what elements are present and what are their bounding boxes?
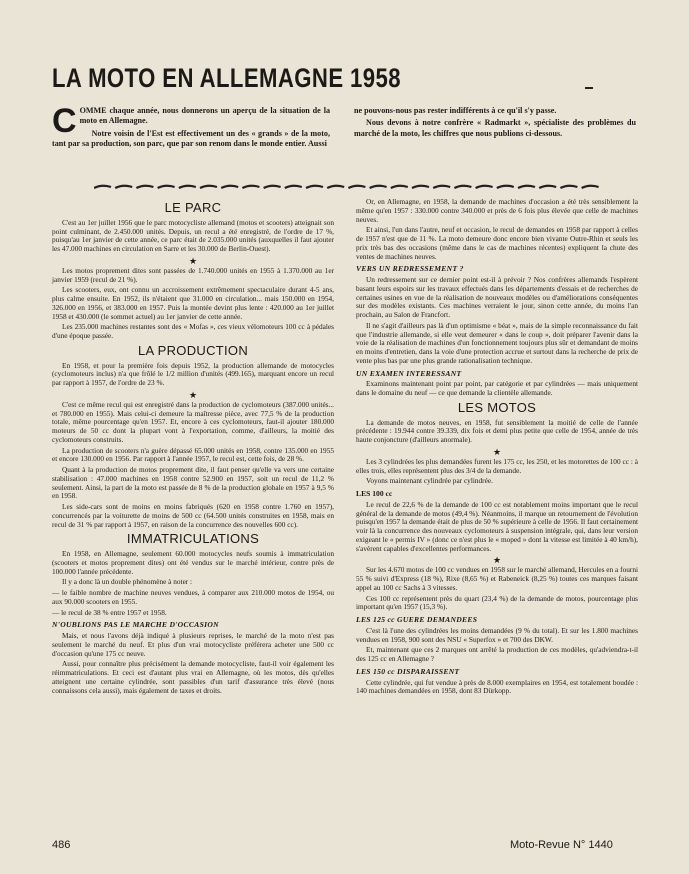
ornament-dash (454, 186, 471, 188)
ornament-dash (285, 186, 302, 188)
ornament-dash (179, 186, 196, 188)
column-left (52, 198, 334, 697)
ornament-dash (348, 186, 365, 188)
ornament-dash (158, 186, 175, 188)
paragraph: Les 235.000 machines restantes sont des « Mofas », ces vieux vélomoteurs 100 cc à pédales d'une époque passée. (52, 322, 334, 340)
paragraph: Mais, et nous l'avons déjà indiqué à plusieurs reprises, le marché de la moto n'est pas seulement le marché du neuf. Et plus d'un vrai motocycliste préférera acheter une 500 cc d'occasion qu'une 175 cc neuve. (52, 631, 334, 658)
paragraph: — le faible nombre de machine neuves vendues, à comparer aux 210.000 motos de 1954, ou aux 90.000 scooters en 1955. (52, 588, 334, 606)
paragraph: Aussi, pour connaître plus précisément la demande motocycliste, faut-il voir également les réimmatriculations. Et ceci est d'autant plus vrai en Allemagne, où les motos, dès qu'elles atteignent une certaine cylindrée, sont passibles d'un tarif d'assurance très élevé (nous connaissons cela aussi), mais également de taxes et droits. (52, 659, 334, 695)
ornament-dash (136, 186, 153, 188)
ornament-dash (327, 186, 344, 188)
subsection-title: N'OUBLIONS PAS LE MARCHE D'OCCASION (52, 620, 219, 630)
paragraph: Examinons maintenant point par point, par catégorie et par cylindrées — mais uniquement dans le domaine du neuf — ce que demande la clientèle allemande. (356, 379, 638, 397)
ornament-dash (200, 186, 217, 188)
intro-left (52, 102, 330, 151)
paragraph: Cette cylindrée, qui fut vendue à près de 8.000 exemplaires en 1954, est totalement boudée : 140 machines demandées en 1958, dont 83 Dürkopp. (356, 677, 638, 696)
paragraph: Or, en Allemagne, en 1958, la demande de machines d'occasion a été très sensiblement la même qu'en 1957 : 330.000 contre 340.000 et près de 6 fois plus élevée que celle de machines neuves. (356, 197, 638, 224)
ornament-dash (115, 186, 132, 188)
paragraph: La production de scooters n'a guère dépassé 65.000 unités en 1958, contre 135.000 en 1955 et encore 130.000 en 1956. Par rapport à l'année 1957, le recul est, cette fois, de 28 %. (52, 445, 334, 464)
star-separator: ★ (492, 555, 502, 566)
drop-cap: C (52, 102, 77, 140)
paragraph: Les side-cars sont de moins en moins fabriqués (620 en 1958 contre 1.760 en 1957), concurrencés par la voiturette de moins de 500 cc (64.500 unités construites en 1958, mais en recul de 31 % par rapport à 1957, en raison de la concurrence des nouvelles 600 cc). (52, 502, 334, 529)
ornament-dash (94, 186, 111, 188)
star-separator: ★ (492, 446, 502, 457)
paragraph: Les 3 cylindrées les plus demandées furent les 175 cc, les 250, et les motorettes de 100 cc : à elles trois, elles représentent plus des 3/4 de la demande. (356, 456, 638, 475)
paragraph: — le recul de 38 % entre 1957 et 1958. (52, 607, 167, 617)
ornament-dash (391, 186, 408, 188)
paragraph: Un redressement sur ce dernier point est-il à prévoir ? Nos confrères allemands l'espèrent basant leurs espoirs sur les travaux effectués dans les départements d'essais et de recherches de certaines usines en vue de la réalisation de nouveaux modèles ou d'améliorations conséquentes sur des modèles existants. Ces machines verraient le jour, sinon cette année, du moins l'an prochain, au Salon de Francfort. (356, 275, 638, 319)
subsection-title: LES 125 cc GUERE DEMANDEES (356, 615, 478, 624)
star-separator: ★ (188, 255, 198, 266)
paragraph: Le recul de 22,6 % de la demande de 100 cc est notablement moins important que le recul général de la demande de motos (49,4 %). Néanmoins, il marque un retournement de l'évolution puisqu'en 1957 la demande était de plus de 50 % supérieure à celle de 1956. Il faut certainement voir là la concurrence des nouveaux cyclomoteurs à suspension intégrale, qui, dans leur version exigeant le « permis IV » (donc ce n'est plus le « moped » dont la vitesse est limitée à 40 km/h), s'avèrent capables d'excellentes performances. (356, 499, 638, 553)
section-title: LE PARC (164, 200, 222, 215)
intro-right (354, 106, 636, 141)
ornament-dash (264, 186, 281, 188)
intro-paragraph: OMME chaque année, nous donnerons un aperçu de la situation de la moto en Allemagne. (79, 106, 330, 126)
star-separator: ★ (188, 389, 198, 400)
subsection-title: VERS UN REDRESSEMENT ? (356, 264, 464, 274)
paragraph: Quant à la production de motos proprement dite, il faut penser qu'elle va vers une certaine stabilisation : 47.000 machines en 1958 contre 52.900 en 1957, soit un recul de 11,2 % seulement. Ainsi, la part de la moto est passée de 8 % de la production globale en 1957 à 9,5 % en 1958. (52, 465, 334, 501)
ornament-dash (412, 186, 429, 188)
magazine-issue: Moto-Revue N° 1440 (510, 839, 613, 851)
subsection-title: LES 150 cc DISPARAISSENT (356, 666, 460, 676)
paragraph: C'est ce même recul qui est enregistré dans la production de cyclomoteurs (387.000 unités... et 780.000 en 1955). Mais celui-ci demeure la maîtresse pièce, avec 77,5 % de la production totale, même pourcentage qu'en 1957. Et, encore à ces cyclomoteurs, faut-il ajouter 180.000 moteurs de 50 cc dont la plupart vont à l'exportation, comme, d'ailleurs, la moitié des cyclomoteurs construits. (52, 399, 334, 444)
ornament-dash (539, 186, 556, 188)
paragraph: Il y a donc là un double phénomène à noter : (62, 577, 193, 587)
ornament-dash (582, 186, 599, 188)
paragraph: La demande de motos neuves, en 1958, fut sensiblement la moitié de celle de l'année précédente : 19.944 contre 39.339, dix fois et demi plus petite que celle de 1954, année de très haute conjoncture (d'ailleurs anormale). (356, 417, 638, 444)
section-title: IMMATRICULATIONS (126, 531, 260, 547)
ornament-dash (221, 186, 238, 188)
ornament-dash (433, 186, 450, 188)
top-mark (585, 87, 593, 89)
paragraph: Il ne s'agit d'ailleurs pas là d'un optimisme « béat », mais de la simple reconnaissance du fait que l'industrie allemande, si elle veut demeurer « dans le coup », doit préparer l'avenir dans la voie de la réalisation de machines d'un fonctionnement toujours plus sûr et demandant de moins en moins d'entretien, dans la voie d'une protection accrue et surtout dans la recherche de prix de vente plus bas par une plus grande rationalisation technique. (356, 320, 638, 365)
ornament-divider (94, 184, 604, 190)
intro-paragraph: Notre voisin de l'Est est effectivement un des « grands » de la moto, tant par sa production, son parc, que par son renom dans le monde entier. Aussi (52, 128, 330, 148)
ornament-dash (518, 186, 535, 188)
ornament-dash (306, 186, 323, 188)
article-title: LA MOTO EN ALLEMAGNE 1958 (52, 63, 401, 93)
section-title: LES MOTOS (457, 399, 537, 415)
paragraph: Et ainsi, l'un dans l'autre, neuf et occasion, le recul de demandes en 1958 par rapport à celles de 1957 n'est que de 11 %. La moto demeure donc encore bien vivante Outre-Rhin et seuls les prix très bas des occasions (même dans le cas de machines récentes) expliquent la chute des ventes de machines neuves. (356, 225, 638, 261)
section-title: LA PRODUCTION (137, 342, 249, 358)
paragraph: Les motos proprement dites sont passées de 1.740.000 unités en 1955 à 1.370.000 au 1er janvier 1959 (recul de 21 %). (52, 265, 334, 284)
paragraph: Sur les 4.670 motos de 100 cc vendues en 1958 sur le marché allemand, Hercules en a fourni 55 % suivi d'Express (18 %), Rixe (8,65 %) et Rabeneick (8,25 %) toutes ces marques faisant appel au 100 cc Sachs à 3 vitesses. (356, 565, 638, 592)
ornament-dash (476, 186, 493, 188)
ornament-dash (497, 186, 514, 188)
subsection-title: LES 100 cc (356, 489, 393, 498)
paragraph: En 1958, en Allemagne, seulement 60.000 motocycles neufs soumis à immatriculation (scooters et motos proprement dites) ont été vendus sur le marché intérieur, contre près de 100.000 l'année précédente. (52, 549, 334, 576)
ornament-dash (242, 186, 259, 188)
paragraph: Voyons maintenant cylindrée par cylindrée. (366, 476, 493, 486)
column-right (356, 198, 638, 698)
paragraph: En 1958, et pour la première fois depuis 1952, la production allemande de motocycles (cyclomoteurs inclus) n'a que frôlé le 1/2 million d'unités (499.165), marquant encore un recul par rapport à 1957, de l'ordre de 23 %. (52, 360, 334, 387)
paragraph: C'est au 1er juillet 1956 que le parc motocycliste allemand (motos et scooters) atteignait son point culminant, de 2.450.000 unités. Depuis, un recul a été enregistré, de l'ordre de 17 %, puisqu'au 1er janvier de cette année, ce parc était de 2.035.000 unités (auxquelles il faut ajouter les 47.000 machines en circulation en Sarre et les 30.000 de Berlin-Ouest). (52, 217, 334, 253)
intro-paragraph: Nous devons à notre confrère « Radmarkt », spécialiste des problèmes du marché de la moto, les chiffres que nous publions ci-dessous. (354, 118, 636, 138)
paragraph: C'est là l'une des cylindrées les moins demandées (9 % du total). Et sur les 1.800 machines vendues en 1958, 900 sont des NSU « Superfox » et 700 des DKW. (356, 625, 638, 644)
subsection-title: UN EXAMEN INTERESSANT (356, 368, 462, 378)
paragraph: Les scooters, eux, ont connu un accroissement extrêmement spectaculaire durant 4-5 ans, plus calme ensuite. En 1952, ils n'étaient que 31.000 en circulation... mais 150.000 en 1954, 326.000 en 1956, et 383.000 en 1957. Puis la montée devint plus lente : 420.000 au 1er juillet 1958 et 430.000 (le sommet actuel) au 1er janvier de cette année. (52, 285, 334, 321)
intro-paragraph: ne pouvons-nous pas rester indifférents à ce qu'il s'y passe. (354, 106, 557, 115)
paragraph: Et, maintenant que ces 2 marques ont arrêté la production de ces modèles, qu'adviendra-t-il des 125 cc en Allemagne ? (356, 645, 638, 663)
paragraph: Ces 100 cc représentent près du quart (23,4 %) de la demande de motos, pourcentage plus important qu'en 1957 (15,3 %). (356, 593, 638, 612)
page-number: 486 (52, 839, 71, 851)
ornament-dash (560, 186, 577, 188)
ornament-dash (370, 186, 387, 188)
